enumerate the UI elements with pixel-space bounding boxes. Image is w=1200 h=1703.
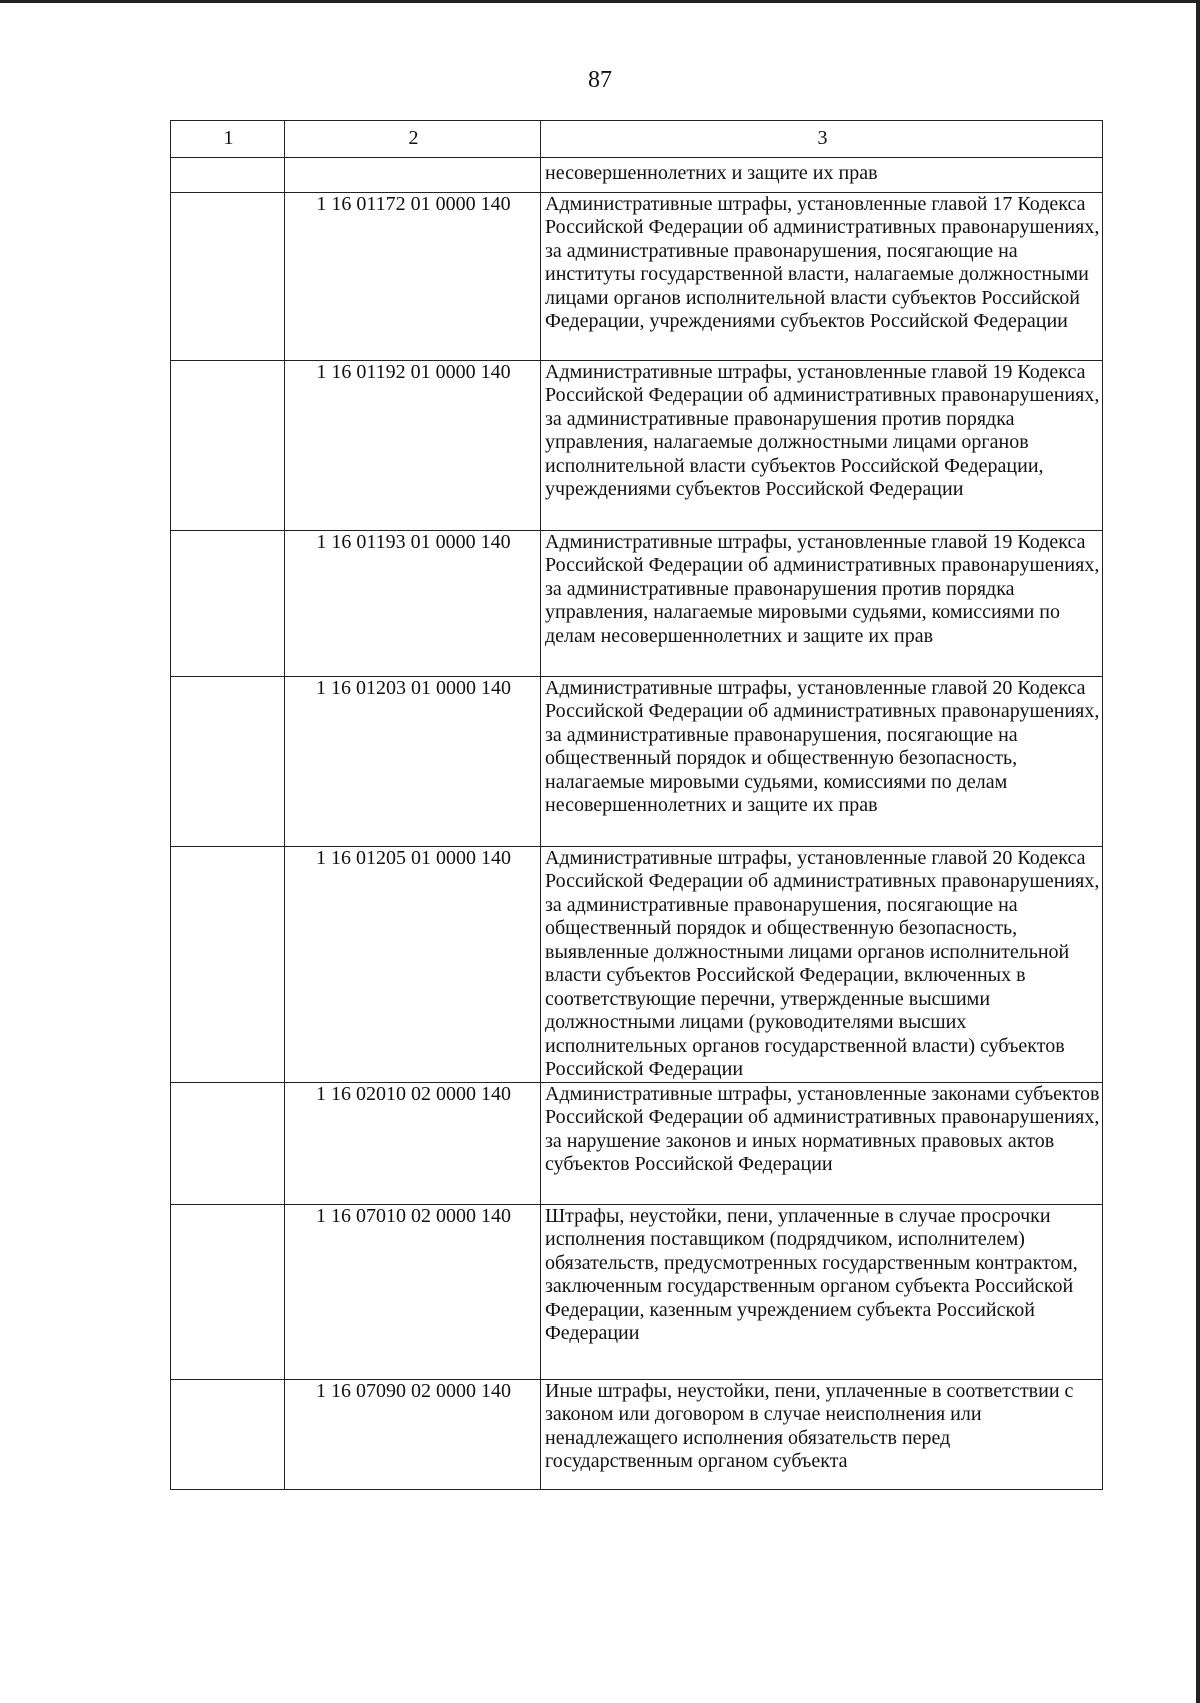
row-code xyxy=(285,158,541,193)
row-description: Административные штрафы, установленные законами субъектов Российской Федерации об административных правонарушениях, за нарушение законов и иных нормативных правовых актов субъектов Российской Федерации xyxy=(541,1082,1103,1204)
page-edge-right xyxy=(1196,0,1200,1703)
row-col1 xyxy=(171,846,285,1082)
row-description: Иные штрафы, неустойки, пени, уплаченные в соответствии с законом или договором в случае неисполнения или ненадлежащего исполнения обязательств перед государственным органом субъекта xyxy=(541,1379,1103,1489)
row-code: 1 16 07010 02 0000 140 xyxy=(285,1204,541,1379)
row-description: Административные штрафы, установленные главой 17 Кодекса Российской Федерации об административных правонарушениях, за административные правонарушения, посягающие на институты государственной власти, налагаемые должностными лицами органов исполнительной власти субъектов Российской Федерации, учреждениями субъектов Российской Федерации xyxy=(541,192,1103,360)
row-code: 1 16 01193 01 0000 140 xyxy=(285,530,541,676)
row-code: 1 16 07090 02 0000 140 xyxy=(285,1379,541,1489)
row-description: Административные штрафы, установленные главой 20 Кодекса Российской Федерации об административных правонарушениях, за административные правонарушения, посягающие на общественный порядок и общественную безопасность, выявленные должностными лицами органов исполнительной власти субъектов Российской Федерации, включенных в соответствующие перечни, утвержденные высшими должностными лицами (руководителями высших исполнительных органов государственной власти) субъектов Российской Федерации xyxy=(541,846,1103,1082)
table-row-continuation xyxy=(171,158,1103,193)
table-row xyxy=(171,1082,1103,1204)
row-col1 xyxy=(171,1082,285,1204)
table-row xyxy=(171,1204,1103,1379)
row-description: Административные штрафы, установленные главой 20 Кодекса Российской Федерации об административных правонарушениях, за административные правонарушения, посягающие на общественный порядок и общественную безопасность, налагаемые мировыми судьями, комиссиями по делам несовершеннолетних и защите их прав xyxy=(541,676,1103,846)
row-col1 xyxy=(171,360,285,530)
table-row xyxy=(171,192,1103,360)
row-col1 xyxy=(171,1379,285,1489)
budget-codes-table xyxy=(170,120,1103,1490)
row-col1 xyxy=(171,530,285,676)
page-edge-top xyxy=(0,0,1200,3)
page-number: 87 xyxy=(588,67,612,93)
row-col1 xyxy=(171,676,285,846)
row-description: Административные штрафы, установленные главой 19 Кодекса Российской Федерации об административных правонарушениях, за административные правонарушения против порядка управления, налагаемые мировыми судьями, комиссиями по делам несовершеннолетних и защите их прав xyxy=(541,530,1103,676)
column-header-2: 2 xyxy=(285,121,541,158)
table-header-row xyxy=(171,121,1103,158)
table-row xyxy=(171,530,1103,676)
row-code: 1 16 01203 01 0000 140 xyxy=(285,676,541,846)
table-row xyxy=(171,676,1103,846)
row-description: Штрафы, неустойки, пени, уплаченные в случае просрочки исполнения поставщиком (подрядчиком, исполнителем) обязательств, предусмотренных государственным контрактом, заключенным государственным органом субъекта Российской Федерации, казенным учреждением субъекта Российской Федерации xyxy=(541,1204,1103,1379)
row-code: 1 16 01205 01 0000 140 xyxy=(285,846,541,1082)
column-header-1: 1 xyxy=(171,121,285,158)
row-code: 1 16 02010 02 0000 140 xyxy=(285,1082,541,1204)
table-row xyxy=(171,360,1103,530)
row-col1 xyxy=(171,158,285,193)
row-code: 1 16 01192 01 0000 140 xyxy=(285,360,541,530)
row-description: Административные штрафы, установленные главой 19 Кодекса Российской Федерации об административных правонарушениях, за административные правонарушения против порядка управления, налагаемые должностными лицами органов исполнительной власти субъектов Российской Федерации, учреждениями субъектов Российской Федерации xyxy=(541,360,1103,530)
row-description: несовершеннолетних и защите их прав xyxy=(541,158,1103,193)
row-col1 xyxy=(171,1204,285,1379)
row-col1 xyxy=(171,192,285,360)
table-row xyxy=(171,1379,1103,1489)
table-row xyxy=(171,846,1103,1082)
column-header-3: 3 xyxy=(541,121,1103,158)
row-code: 1 16 01172 01 0000 140 xyxy=(285,192,541,360)
